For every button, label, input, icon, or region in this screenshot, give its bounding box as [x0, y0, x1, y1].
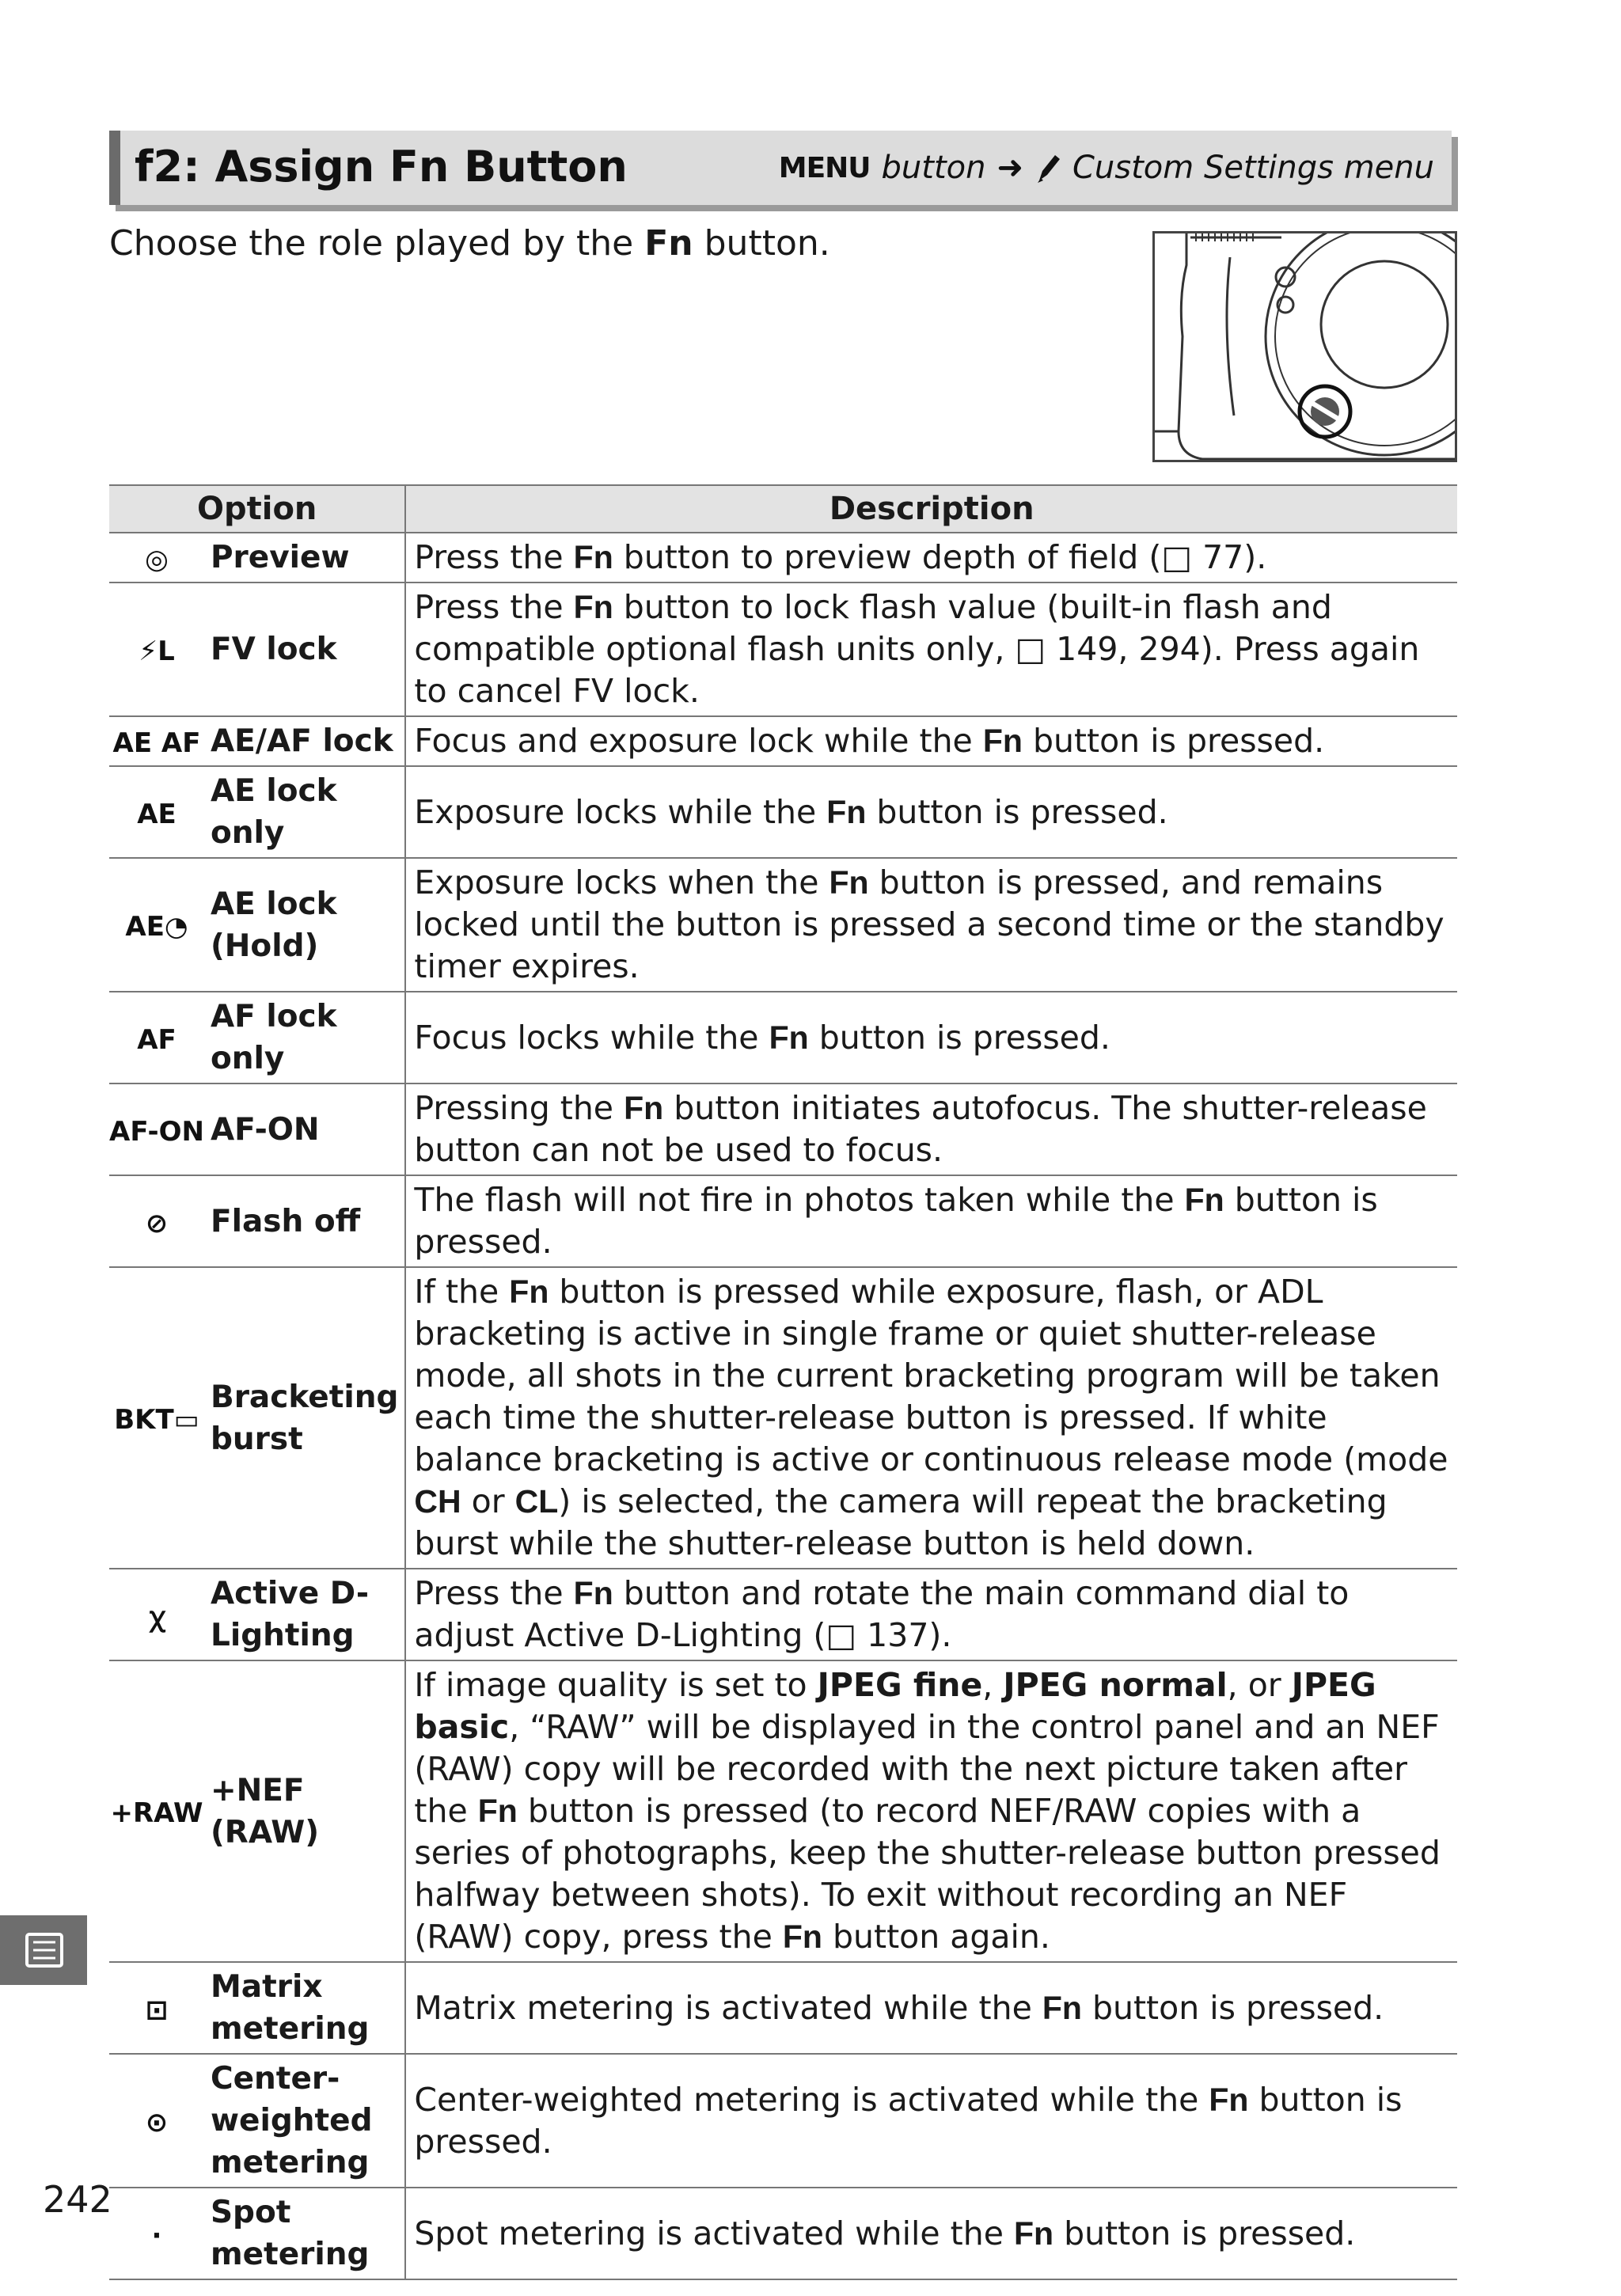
table-row [109, 1660, 1457, 1962]
af-lock-icon: AF [137, 1023, 177, 1056]
fn-label: Fn [1013, 2214, 1054, 2252]
camera-illustration [1152, 231, 1457, 462]
option-icon-cell [109, 1962, 204, 2054]
spot-metering-icon: · [151, 2219, 162, 2252]
bracketing-burst-icon: BKT▭ [114, 1404, 199, 1436]
option-name: Active D-Lighting [204, 1569, 405, 1660]
option-icon-cell [109, 1175, 204, 1267]
table-row [109, 2054, 1457, 2188]
option-description: If image quality is set to JPEG fine, JPEG normal, or JPEG basic, “RAW” will be displayed in the control panel and an NEF (RAW) copy will be recorded with the next picture taken after the Fn button is pressed (to record NEF/RAW copies with a series of photographs, keep the shutter-release button pressed halfway between shots). To exit without recording an NEF (RAW) copy, press the Fn button again. [405, 1660, 1457, 1962]
option-name: AF lock only [204, 992, 405, 1083]
option-name: Center-weighted metering [204, 2054, 405, 2188]
active-d-lighting-icon: ꭓ [149, 1600, 165, 1633]
option-description: Pressing the Fn button initiates autofocus. The shutter-release button can not be used to focus. [405, 1083, 1457, 1175]
af-on-icon: AF-ON [109, 1115, 204, 1148]
option-icon-cell [109, 1660, 204, 1962]
emphasis: JPEG fine [817, 1666, 983, 1704]
camera-body-drawing [1155, 233, 1457, 462]
option-icon-cell [109, 858, 204, 992]
fn-label: Fn [644, 223, 693, 264]
option-name: AF-ON [204, 1083, 405, 1175]
table-row [109, 992, 1457, 1083]
page-title: f2: Assign Fn Button [135, 142, 628, 192]
fn-label: Fn [573, 539, 613, 575]
option-name: +NEF (RAW) [204, 1660, 405, 1962]
fv-lock-icon: ⚡L [139, 636, 175, 667]
option-name: AE/AF lock [204, 716, 405, 766]
option-icon-cell [109, 583, 204, 716]
table-row [109, 1267, 1457, 1569]
table-row [109, 1175, 1457, 1267]
options-table [109, 484, 1457, 2280]
option-description: Press the Fn button to preview depth of field (□ 77). [405, 533, 1457, 583]
option-description: Focus and exposure lock while the Fn button is pressed. [405, 716, 1457, 766]
option-column-header: Option [109, 485, 405, 533]
option-description: Press the Fn button and rotate the main command dial to adjust Active D-Lighting (□ 137). [405, 1569, 1457, 1660]
table-row [109, 716, 1457, 766]
option-name: FV lock [204, 583, 405, 716]
option-name: AE lock (Hold) [204, 858, 405, 992]
fn-label: CH [414, 1483, 461, 1520]
fn-label: CL [514, 1483, 559, 1520]
option-icon-cell [109, 1267, 204, 1569]
option-description: Press the Fn button to lock flash value (built-in flash and compatible optional flash units only, □ 149, 294). Press again to cancel FV lock. [405, 583, 1457, 716]
fn-label: Fn [573, 589, 613, 625]
table-row [109, 583, 1457, 716]
flash-off-icon: ⊘ [145, 1207, 169, 1239]
option-icon-cell [109, 2188, 204, 2279]
matrix-metering-icon: ⊡ [145, 1994, 169, 2026]
pencil-icon [1034, 152, 1061, 184]
ae-lock-hold-icon: AE◔ [125, 911, 188, 943]
emphasis: JPEG normal [1003, 1666, 1228, 1704]
option-name: Matrix metering [204, 1962, 405, 2054]
option-description: If the Fn button is pressed while exposure, flash, or ADL bracketing is active in single frame or quiet shutter-release mode, all shots in the current bracketing program will be taken each time the shutter-release button is pressed. If white balance bracketing is active or continuous release mode (mode CH or CL) is selected, the camera will repeat the bracketing burst while the shutter-release button is held down. [405, 1267, 1457, 1569]
option-icon-cell [109, 992, 204, 1083]
fn-label: Fn [1042, 1989, 1082, 2026]
fn-label: Fn [573, 1575, 613, 1611]
table-row [109, 2188, 1457, 2279]
option-icon-cell [109, 1083, 204, 1175]
ae-af-lock-icon: AE AF [112, 727, 201, 759]
table-row [109, 1083, 1457, 1175]
option-icon-cell [109, 766, 204, 858]
option-icon-cell [109, 1569, 204, 1660]
breadcrumb [779, 150, 1434, 186]
section-header [109, 131, 1452, 205]
ae-lock-icon: AE [137, 798, 177, 830]
option-description: Exposure locks when the Fn button is pressed, and remains locked until the button is pressed a second time or the standby timer expires. [405, 858, 1457, 992]
option-description: Center-weighted metering is activated while the Fn button is pressed. [405, 2054, 1457, 2188]
arrow-icon: ➜ [997, 150, 1023, 186]
table-row [109, 858, 1457, 992]
fn-label: Fn [769, 1019, 809, 1056]
option-description: Spot metering is activated while the Fn button is pressed. [405, 2188, 1457, 2279]
fn-label: Fn [624, 1090, 664, 1126]
emphasis: JPEG basic [414, 1666, 1376, 1746]
menu-button-label: MENU [778, 151, 871, 184]
option-description: Exposure locks while the Fn button is pressed. [405, 766, 1457, 858]
option-name: AE lock only [204, 766, 405, 858]
table-row [109, 1962, 1457, 2054]
option-icon-cell [109, 533, 204, 583]
custom-settings-menu-icon [0, 1915, 87, 1985]
crumb-button-text: button [881, 150, 986, 186]
fn-label: Fn [782, 1918, 822, 1955]
description-column-header: Description [405, 485, 1457, 533]
option-name: Bracketing burst [204, 1267, 405, 1569]
crumb-target: Custom Settings menu [1072, 150, 1434, 186]
table-row [109, 766, 1457, 858]
fn-label: Fn [509, 1273, 549, 1310]
section-tab [0, 1915, 87, 1985]
fn-label: Fn [826, 793, 867, 830]
fn-label: Fn [1209, 2081, 1249, 2118]
option-name: Flash off [204, 1175, 405, 1267]
table-header-row [109, 485, 1457, 533]
option-icon-cell [109, 2054, 204, 2188]
option-description: Focus locks while the Fn button is pressed. [405, 992, 1457, 1083]
page-number: 242 [43, 2178, 112, 2221]
option-description: Matrix metering is activated while the Fn button is pressed. [405, 1962, 1457, 2054]
center-weighted-metering-icon: ⊙ [145, 2107, 169, 2139]
intro-text: Choose the role played by the Fn button. [109, 223, 830, 264]
preview-icon: ◎ [145, 544, 169, 575]
option-name: Preview [204, 533, 405, 583]
option-description: The flash will not fire in photos taken while the Fn button is pressed. [405, 1175, 1457, 1267]
option-name: Spot metering [204, 2188, 405, 2279]
table-row [109, 1569, 1457, 1660]
option-icon-cell [109, 716, 204, 766]
fn-label: Fn [829, 864, 869, 901]
fn-label: Fn [982, 723, 1023, 759]
nef-raw-icon: +RAW [110, 1797, 203, 1829]
table-row [109, 533, 1457, 583]
fn-label: Fn [1184, 1182, 1224, 1218]
fn-label: Fn [477, 1793, 518, 1829]
